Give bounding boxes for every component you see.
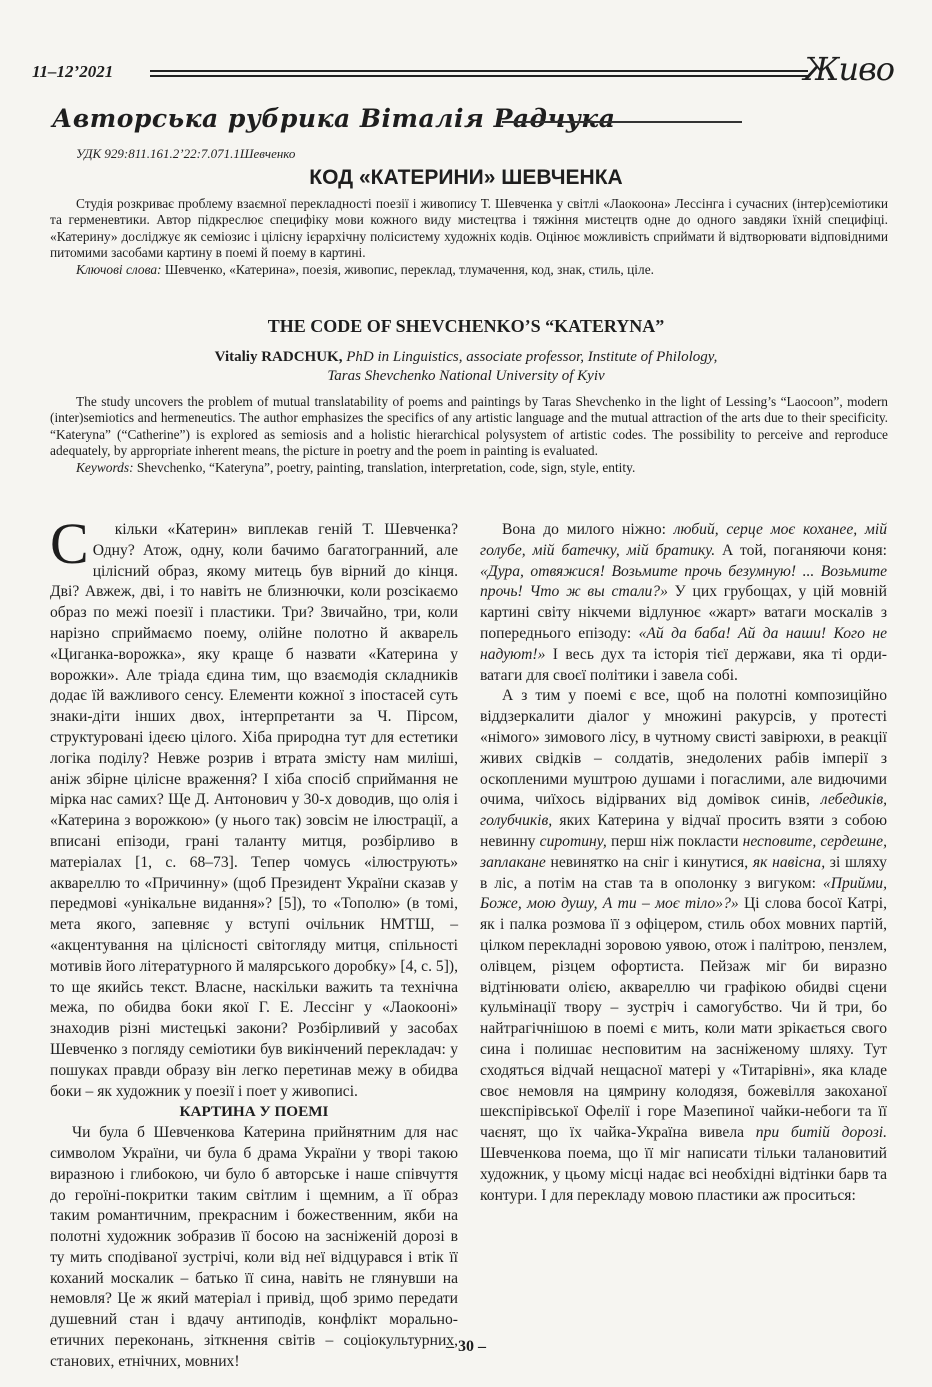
paragraph-1: С кільки «Катерин» виплекав геній Т. Шевченка? Одну? Атож, одну, коли бачимо багатогранний, але цілісний образ, якому митець був вірний до кінця. Дві? Авжеж, дві, і то навіть не близнючки, коли розсікаємо образ по межі поезії і пластики. Три? Звичайно, три, коли нарізно сприймаємо поему, олійне полотно й акварель «Циганка-ворожка», яку краще б назвати «Катерина у ворожки». Але тріада єдина тим, що взаємодія складників додає їй важливого сенсу. Елементи кожної з іпостасей суть знаки-діти інших двох, інтерпретанти за Ч. Пірсом, структуровані ідеєю цілого. Хіба природна тут для естетики логіка поділу? Невже розрив і втрата змісту нам миліші, аніж збірне цілісне враження? І хіба спосіб сприймання не мірка нас самих? Ще Д. Антонович у 30-х доводив, що олія і «Катерина з ворожкою» (у нього так) зовсім не ілюстрації, а вписані епізоди, грані таланту митця, розбірливо в матеріалах [1, с. 68–73]. Тепер чомусь «ілюструють» аквареллю то «Причинну» (щоб Президент України сказав у передмові «унікальне видання»? [5]), то «Тополю» (в томі, мета якого, запевняє у вступі очільник НМТШ, – «акцентування на цілісності світогляду митця, спільності мотивів його літературного й малярського доробку» [4, с. 5]), то ще якийсь текст. Власне, наскільки важить та технічна межа, по обидва боки якої Г. Е. Лессінг у «Лаокооні» знаходив різні мистецькі закони? Розбірливий у засобах Шевченко з погляду семіотики був викінчений перекладач: у пошуках правди образу він легко перетинав межу в обидва боки – як художник у поезії і поет у живописі. <box>50 520 458 1102</box>
keywords-ua <box>50 262 888 278</box>
running-header <box>32 50 894 88</box>
journal-logo: Живо <box>803 50 894 88</box>
article-title-ua: КОД «КАТЕРИНИ» ШЕВЧЕНКА <box>309 166 623 189</box>
issue-date: 11–12’2021 <box>32 62 114 81</box>
abstract-en <box>50 394 888 476</box>
article-title-en: THE CODE OF SHEVCHENKO’S “KATERYNA” <box>267 316 665 336</box>
author-affiliation-2: Taras Shevchenko National University of Kyiv <box>327 368 605 384</box>
paragraph-4: А з тим у поемі є все, щоб на полотні композиційно віддзеркалити діалог у множині ракурсів, у протесті «німого» зимового лісу, в чутному свисті завірюхи, в реакції живих свідків – солдатів, знедолених рабів імперії з оскопленими муштрою душами і погаслими, але видючими очима, чиїхось відірваних від домівок синів, лебедиків, голубчиків, яких Катерина у відчаї просить взяти з собою невинну сиротину, перш ніж покласти несповите, сердешне, заплакане невинятко на сніг і кинутися, як навісна, зі шляху в ліс, а потім на став та в ополонку з вигуком: «Прийми, Боже, мою душу, А ти – моє тіло»?» Ці слова босої Катрі, як і палка розмова її з офіцером, стиль обох мовних партій, цілком перекладні зоровою уявою, отож і палітрою, пензлем, олівцем, різцем офортиста. Пейзаж міг би виразно відтінювати олією, аквареллю чи графікою обидві сцени кульмінації твору – зустріч і самогубство. Чи й три, бо найтрагічнішою в поемі є мить, коли мати зрікається свого сина і полишає несповитим на засніженому шляху. Тут сходяться відчай нещасної матері у «Титарівні», яка кладе своє немовля на цямрину колодязя, божевілля закоханої шекспірівської Офелії і горе Мазепиної чайки-небоги та її чаєнят, що їх чайка-Україна вивела при битій дорозі. Шевченкова поема, що її міг написати тільки талановитий художник, у цьому місці надає всі необхідні відтінки барв та контури. І для перекладу мовою пластики аж проситься: <box>480 687 888 1204</box>
keywords-ua-label: Ключові слова: <box>76 261 162 277</box>
abstract-ua <box>50 196 888 278</box>
author-block <box>0 348 932 386</box>
keywords-en-label: Keywords: <box>76 459 134 475</box>
keywords-en-text: Shevchenko, “Kateryna”, poetry, painting, translation, interpretation, code, sign, style, entity. <box>133 459 636 475</box>
header-rule <box>150 70 808 77</box>
rubric-rule <box>502 121 742 123</box>
abstract-ua-text: Студія розкриває проблему взаємної перекладності поезії і живопису Т. Шевченка у світлі «Лаокоона» Лессінга і сучасних (інтер)семіотики та герменевтики. Автор підкреслює специфіку мови кожного виду мистецтва і тяжіння мистецтв одне до одного завдяки їхній специфіці. «Катерину» досліджує як семіозис і цілісну ієрархічну полісистему художніх кодів. Оцінює можливість сприймати й відтворювати відповідними питомими засобами картину в поемі й поему в картині. <box>50 196 888 261</box>
body-column-right <box>480 520 887 1206</box>
keywords-ua-text: Шевченко, «Катерина», поезія, живопис, переклад, тлумачення, код, знак, стиль, ціле. <box>161 261 654 277</box>
abstract-en-text: The study uncovers the problem of mutual translatability of poems and paintings by Taras Shevchenko in the light of Lessing’s “Laocoon”, modern (inter)semiotics and hermeneutics. The author emphasizes the specifics of any artistic language and the mutual attraction of the arts due to their specificity. “Kateryna” (“Catherine”) is explored as semiosis and a holistic hierarchical polysystem of artistic codes. The possibility to perceive and reproduce adequately, by appropriate inherent means, the picture in poetry and the poem in painting is evaluated. <box>50 394 888 459</box>
author-affiliation-1: PhD in Linguistics, associate professor, Institute of Philology, <box>342 349 718 365</box>
section-heading: КАРТИНА У ПОЕМІ <box>179 1103 329 1121</box>
rubric <box>52 104 742 140</box>
udk-code: УДК 929:811.161.2’22:7.071.1Шевченко <box>76 146 296 161</box>
drop-cap: С <box>50 511 89 576</box>
page-number: – 30 – <box>446 1338 486 1355</box>
author-name: Vitaliy RADCHUK, <box>214 349 343 365</box>
paragraph-3: Вона до милого ніжно: любий, серце моє коханее, мій голубе, мій батечку, мій братику. А той, поганяючи коня: «Дура, отвяжися! Возьмите прочь безумную! ... Возьмите прочь! Что ж вы стали?» У цих грубощах, у цій мовній картині світу нікчеми відлунює «жарт» ватаги москалів з попереднього епізоду: «Ай да баба! Ай да наши! Кого не надуют!» І весь дух та історія тієї держави, яка ті орди-ватаги для своєї політики і завела собі. <box>480 521 887 684</box>
paragraph-2: Чи була б Шевченкова Катерина прийнятним для нас символом України, чи була б драма України у творі такою виразною і глибокою, чи було б авторське і наше співчуття до героїні-покритки таким світлим і щемним, а її образ таким романтичним, прекрасним і божественним, якби на полотні художник зобразив її босою на засніженій дорозі в ту мить сподіваної зустрічі, коли від неї відцурався і втік її коханий москалик – батько її сина, навіть не глянувши на немовля? Це ж який матеріал і привід, щоб зримо передати душевний стан і вдачу антиподів, конфлікт морально-етичних переконань, зіткнення світів – соціокультурних, станових, етнічних, мовних! <box>50 1124 458 1370</box>
keywords-en <box>50 460 888 476</box>
rubric-title: Авторська рубрика Віталія Радчука <box>52 104 616 133</box>
body-column-left <box>50 511 458 1373</box>
